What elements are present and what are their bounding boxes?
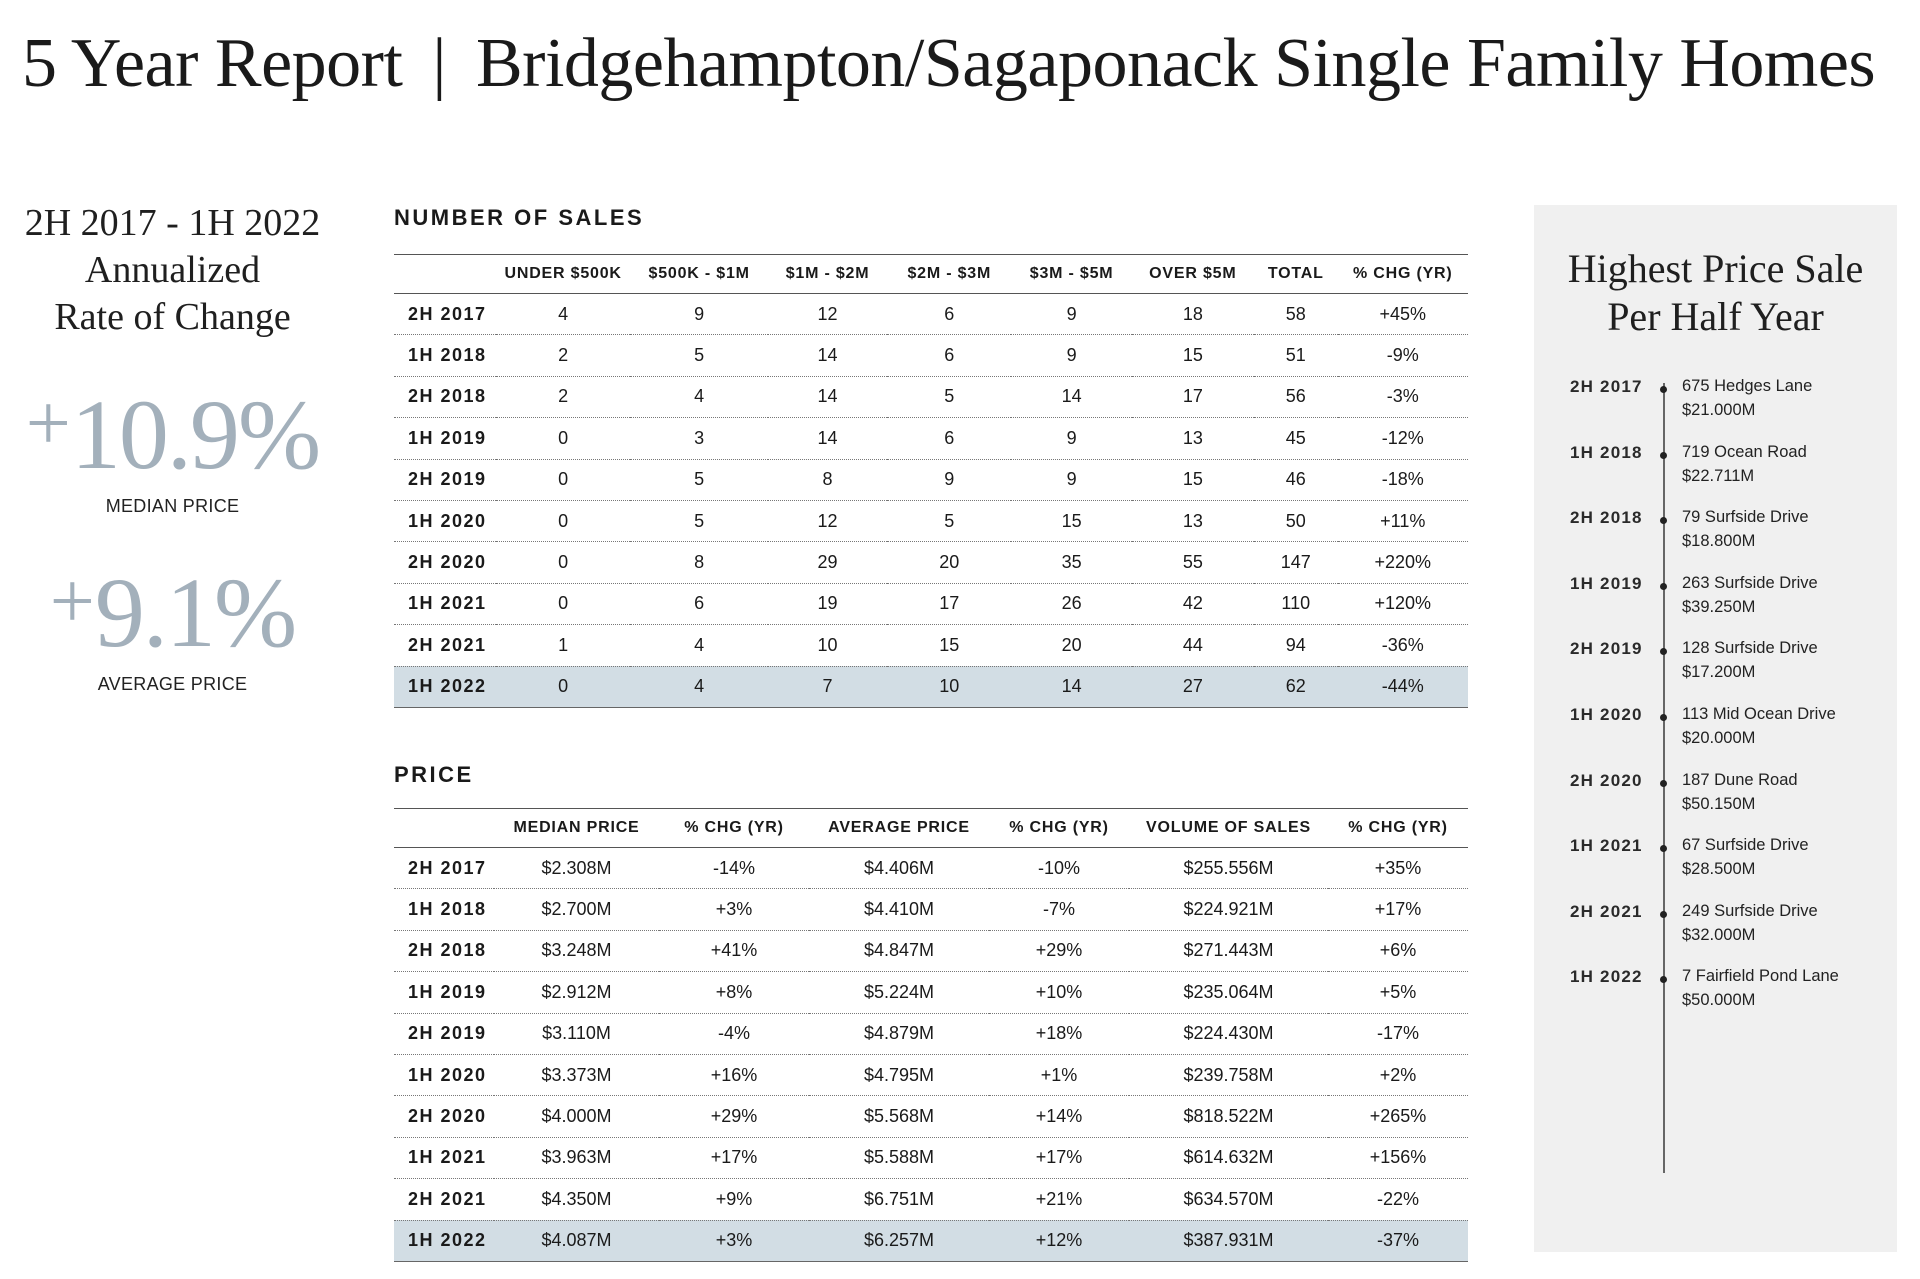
table-cell: 0 xyxy=(496,666,631,707)
rate-of-change-title xyxy=(0,200,345,341)
table-cell: $5.568M xyxy=(809,1096,989,1137)
sales-col-header: TOTAL xyxy=(1254,255,1338,294)
sales-table-row xyxy=(394,376,1468,417)
sales-col-header xyxy=(394,255,496,294)
table-cell: +220% xyxy=(1338,542,1468,583)
table-cell: 29 xyxy=(768,542,887,583)
timeline-period: 1H 2019 xyxy=(1570,573,1643,593)
table-cell: 6 xyxy=(887,335,1011,376)
row-period-label: 1H 2018 xyxy=(394,335,496,376)
table-cell: $4.350M xyxy=(494,1179,659,1220)
table-cell: 15 xyxy=(1132,459,1254,500)
table-cell: $2.308M xyxy=(494,848,659,889)
average-value: 9.1% xyxy=(94,557,296,668)
timeline-item xyxy=(1534,836,1897,886)
price-table-row xyxy=(394,1013,1468,1054)
sales-col-header: $500K - $1M xyxy=(630,255,768,294)
row-period-label: 2H 2019 xyxy=(394,1013,494,1054)
timeline-item xyxy=(1534,771,1897,821)
table-cell: 45 xyxy=(1254,418,1338,459)
row-period-label: 1H 2019 xyxy=(394,418,496,459)
table-cell: 62 xyxy=(1254,666,1338,707)
table-cell: -44% xyxy=(1338,666,1468,707)
sales-table-row xyxy=(394,459,1468,500)
timeline-period: 2H 2018 xyxy=(1570,508,1643,528)
timeline-item xyxy=(1534,508,1897,558)
price-col-header: AVERAGE PRICE xyxy=(809,809,989,848)
table-cell: +5% xyxy=(1328,972,1468,1013)
price-table-row xyxy=(394,889,1468,930)
timeline-price: $28.500M xyxy=(1682,860,1756,879)
row-period-label: 1H 2020 xyxy=(394,500,496,541)
timeline-dot xyxy=(1660,517,1667,524)
table-cell: +2% xyxy=(1328,1054,1468,1095)
table-cell: 9 xyxy=(1011,418,1131,459)
timeline-address: 719 Ocean Road xyxy=(1682,442,1807,461)
sales-col-header: OVER $5M xyxy=(1132,255,1254,294)
table-cell: -4% xyxy=(659,1013,809,1054)
timeline-dot xyxy=(1660,648,1667,655)
table-cell: 147 xyxy=(1254,542,1338,583)
table-cell: $239.758M xyxy=(1129,1054,1328,1095)
table-cell: $2.700M xyxy=(494,889,659,930)
table-cell: 9 xyxy=(887,459,1011,500)
table-cell: +14% xyxy=(989,1096,1129,1137)
table-cell: -17% xyxy=(1328,1013,1468,1054)
highest-sale-title-line: Highest Price Sale xyxy=(1567,246,1864,291)
table-cell: $255.556M xyxy=(1129,848,1328,889)
table-cell: $3.110M xyxy=(494,1013,659,1054)
table-cell: +12% xyxy=(989,1220,1129,1261)
table-cell: 19 xyxy=(768,583,887,624)
table-cell: $3.373M xyxy=(494,1054,659,1095)
price-col-header: VOLUME OF SALES xyxy=(1129,809,1328,848)
table-cell: +156% xyxy=(1328,1137,1468,1178)
timeline-address: 67 Surfside Drive xyxy=(1682,836,1809,855)
table-cell: 9 xyxy=(1011,294,1131,335)
table-cell: $224.430M xyxy=(1129,1013,1328,1054)
row-period-label: 2H 2020 xyxy=(394,1096,494,1137)
report-title-left: 5 Year Report xyxy=(22,25,403,102)
sales-table-row xyxy=(394,500,1468,541)
timeline-address: 79 Surfside Drive xyxy=(1682,508,1809,527)
sales-table-row xyxy=(394,666,1468,707)
row-period-label: 1H 2022 xyxy=(394,666,496,707)
price-table xyxy=(394,808,1468,1262)
timeline-address: 128 Surfside Drive xyxy=(1682,639,1818,658)
table-cell: 13 xyxy=(1132,500,1254,541)
table-cell: +10% xyxy=(989,972,1129,1013)
timeline-price: $50.150M xyxy=(1682,794,1756,813)
timeline-dot xyxy=(1660,976,1667,983)
table-cell: 9 xyxy=(1011,459,1131,500)
table-cell: 4 xyxy=(496,294,631,335)
row-period-label: 2H 2020 xyxy=(394,542,496,583)
table-cell: +6% xyxy=(1328,930,1468,971)
table-cell: 46 xyxy=(1254,459,1338,500)
table-cell: 13 xyxy=(1132,418,1254,459)
table-cell: 0 xyxy=(496,500,631,541)
table-cell: +120% xyxy=(1338,583,1468,624)
timeline-dot xyxy=(1660,714,1667,721)
table-cell: 58 xyxy=(1254,294,1338,335)
table-cell: +45% xyxy=(1338,294,1468,335)
table-cell: +29% xyxy=(659,1096,809,1137)
timeline-period: 1H 2020 xyxy=(1570,705,1643,724)
table-cell: 44 xyxy=(1132,625,1254,666)
table-cell: 14 xyxy=(768,376,887,417)
table-cell: 42 xyxy=(1132,583,1254,624)
timeline-price: $32.000M xyxy=(1682,925,1756,944)
table-cell: $4.795M xyxy=(809,1054,989,1095)
table-cell: 5 xyxy=(887,500,1011,541)
sales-header-row xyxy=(394,255,1468,294)
timeline-dot xyxy=(1660,845,1667,852)
table-cell: -36% xyxy=(1338,625,1468,666)
timeline-item xyxy=(1534,902,1897,952)
timeline-period: 2H 2020 xyxy=(1570,770,1643,790)
table-cell: $634.570M xyxy=(1129,1179,1328,1220)
table-cell: 14 xyxy=(768,418,887,459)
timeline-price: $18.800M xyxy=(1682,532,1756,551)
table-cell: 4 xyxy=(630,625,768,666)
average-price-change xyxy=(0,547,345,668)
row-period-label: 1H 2019 xyxy=(394,972,494,1013)
median-price-label: MEDIAN PRICE xyxy=(105,496,240,516)
timeline-price: $21.000M xyxy=(1682,401,1756,419)
timeline-item xyxy=(1534,705,1897,755)
median-price-change xyxy=(0,369,345,490)
row-period-label: 2H 2021 xyxy=(394,1179,494,1220)
table-cell: 4 xyxy=(630,376,768,417)
price-col-header: MEDIAN PRICE xyxy=(494,809,659,848)
sales-section-title: NUMBER OF SALES xyxy=(394,205,645,230)
price-table-row xyxy=(394,972,1468,1013)
price-section-title: PRICE xyxy=(394,762,474,787)
table-cell: 26 xyxy=(1011,583,1131,624)
table-cell: 55 xyxy=(1132,542,1254,583)
table-cell: -10% xyxy=(989,848,1129,889)
table-cell: 1 xyxy=(496,625,631,666)
timeline-item xyxy=(1534,639,1897,689)
table-cell: +29% xyxy=(989,930,1129,971)
average-sign: + xyxy=(49,558,93,646)
table-cell: 56 xyxy=(1254,376,1338,417)
rate-of-change-panel xyxy=(0,200,345,695)
timeline-item xyxy=(1534,377,1897,427)
table-cell: 17 xyxy=(1132,376,1254,417)
timeline-period: 2H 2021 xyxy=(1570,901,1643,921)
sales-table-row xyxy=(394,294,1468,335)
price-col-header: % CHG (YR) xyxy=(659,809,809,848)
table-cell: 20 xyxy=(1011,625,1131,666)
table-cell: 15 xyxy=(1011,500,1131,541)
table-cell: $5.224M xyxy=(809,972,989,1013)
table-cell: $4.410M xyxy=(809,889,989,930)
row-period-label: 2H 2017 xyxy=(394,848,494,889)
price-table-row xyxy=(394,1137,1468,1178)
price-table-body xyxy=(394,848,1468,1262)
price-col-header xyxy=(394,809,494,848)
sales-table-row xyxy=(394,625,1468,666)
table-cell: -18% xyxy=(1338,459,1468,500)
sales-table-body xyxy=(394,294,1468,708)
table-cell: +17% xyxy=(989,1137,1129,1178)
timeline-period: 1H 2022 xyxy=(1570,967,1643,987)
rate-title-line: Rate of Change xyxy=(54,296,291,338)
sales-table-row xyxy=(394,583,1468,624)
table-cell: 15 xyxy=(1132,335,1254,376)
timeline-price: $17.200M xyxy=(1682,663,1756,682)
table-cell: 15 xyxy=(887,625,1011,666)
table-cell: 18 xyxy=(1132,294,1254,335)
table-cell: 27 xyxy=(1132,666,1254,707)
table-cell: 2 xyxy=(496,335,631,376)
report-title-right: Bridgehampton/Sagaponack Single Family Homes xyxy=(475,25,1876,102)
highest-sale-panel xyxy=(1534,205,1897,1252)
timeline-period: 2H 2019 xyxy=(1570,639,1643,659)
timeline-period: 2H 2017 xyxy=(1570,377,1643,396)
row-period-label: 2H 2018 xyxy=(394,930,494,971)
table-cell: -37% xyxy=(1328,1220,1468,1261)
timeline-address: 187 Dune Road xyxy=(1682,770,1798,789)
table-cell: 20 xyxy=(887,542,1011,583)
table-cell: 0 xyxy=(496,459,631,500)
table-cell: $2.912M xyxy=(494,972,659,1013)
timeline-dot xyxy=(1660,583,1667,590)
price-col-header: % CHG (YR) xyxy=(989,809,1129,848)
table-cell: $4.879M xyxy=(809,1013,989,1054)
table-cell: $818.522M xyxy=(1129,1096,1328,1137)
table-cell: 5 xyxy=(887,376,1011,417)
timeline-address: 675 Hedges Lane xyxy=(1682,377,1813,395)
table-cell: 12 xyxy=(768,294,887,335)
price-table-row xyxy=(394,848,1468,889)
row-period-label: 2H 2019 xyxy=(394,459,496,500)
table-cell: $387.931M xyxy=(1129,1220,1328,1261)
timeline-period: 1H 2018 xyxy=(1570,442,1643,462)
timeline-address: 249 Surfside Drive xyxy=(1682,901,1818,920)
report-title xyxy=(22,14,1875,114)
price-table-row xyxy=(394,930,1468,971)
timeline-address: 113 Mid Ocean Drive xyxy=(1682,705,1836,723)
table-cell: 8 xyxy=(768,459,887,500)
timeline-price: $39.250M xyxy=(1682,597,1756,616)
table-cell: $6.751M xyxy=(809,1179,989,1220)
table-cell: +17% xyxy=(659,1137,809,1178)
table-cell: $4.000M xyxy=(494,1096,659,1137)
highest-sale-timeline xyxy=(1534,377,1897,1177)
table-cell: 110 xyxy=(1254,583,1338,624)
table-cell: 0 xyxy=(496,418,631,459)
table-cell: 10 xyxy=(768,625,887,666)
table-cell: 94 xyxy=(1254,625,1338,666)
row-period-label: 2H 2018 xyxy=(394,376,496,417)
table-cell: 6 xyxy=(887,294,1011,335)
table-cell: +8% xyxy=(659,972,809,1013)
table-cell: 51 xyxy=(1254,335,1338,376)
table-cell: 10 xyxy=(887,666,1011,707)
table-cell: $3.963M xyxy=(494,1137,659,1178)
timeline-dot xyxy=(1660,386,1667,393)
table-cell: 14 xyxy=(1011,666,1131,707)
table-cell: +1% xyxy=(989,1054,1129,1095)
table-cell: +18% xyxy=(989,1013,1129,1054)
average-price-label: AVERAGE PRICE xyxy=(97,674,248,694)
table-cell: $3.248M xyxy=(494,930,659,971)
timeline-item xyxy=(1534,574,1897,624)
table-cell: -9% xyxy=(1338,335,1468,376)
table-cell: 9 xyxy=(1011,335,1131,376)
sales-table-row xyxy=(394,335,1468,376)
price-col-header: % CHG (YR) xyxy=(1328,809,1468,848)
sales-col-header: $1M - $2M xyxy=(768,255,887,294)
sales-table-row xyxy=(394,418,1468,459)
table-cell: 35 xyxy=(1011,542,1131,583)
title-separator: | xyxy=(432,25,446,102)
table-cell: +3% xyxy=(659,1220,809,1261)
table-cell: +9% xyxy=(659,1179,809,1220)
price-table-row xyxy=(394,1179,1468,1220)
highest-sale-title-line: Per Half Year xyxy=(1607,294,1824,339)
table-cell: -12% xyxy=(1338,418,1468,459)
median-sign: + xyxy=(25,380,69,468)
table-cell: 8 xyxy=(630,542,768,583)
table-cell: $235.064M xyxy=(1129,972,1328,1013)
sales-table-row xyxy=(394,542,1468,583)
table-cell: +35% xyxy=(1328,848,1468,889)
table-cell: $4.847M xyxy=(809,930,989,971)
table-cell: 2 xyxy=(496,376,631,417)
table-cell: $271.443M xyxy=(1129,930,1328,971)
timeline-period: 1H 2021 xyxy=(1570,836,1643,856)
table-cell: $6.257M xyxy=(809,1220,989,1261)
timeline-price: $50.000M xyxy=(1682,991,1756,1010)
table-cell: $614.632M xyxy=(1129,1137,1328,1178)
rate-title-line: 2H 2017 - 1H 2022 xyxy=(24,202,321,244)
timeline-price: $20.000M xyxy=(1682,729,1756,747)
timeline-dot xyxy=(1660,780,1667,787)
table-cell: $4.087M xyxy=(494,1220,659,1261)
timeline-price: $22.711M xyxy=(1682,466,1755,485)
table-cell: 50 xyxy=(1254,500,1338,541)
row-period-label: 1H 2020 xyxy=(394,1054,494,1095)
sales-table xyxy=(394,254,1468,708)
table-cell: 7 xyxy=(768,666,887,707)
row-period-label: 2H 2017 xyxy=(394,294,496,335)
sales-col-header: % CHG (YR) xyxy=(1338,255,1468,294)
table-cell: 14 xyxy=(768,335,887,376)
table-cell: 4 xyxy=(630,666,768,707)
highest-sale-title xyxy=(1534,245,1897,341)
table-cell: -3% xyxy=(1338,376,1468,417)
sales-col-header: $2M - $3M xyxy=(887,255,1011,294)
timeline-dot xyxy=(1660,452,1667,459)
table-cell: 3 xyxy=(630,418,768,459)
row-period-label: 1H 2018 xyxy=(394,889,494,930)
table-cell: +16% xyxy=(659,1054,809,1095)
table-cell: 5 xyxy=(630,335,768,376)
timeline-item xyxy=(1534,967,1897,1017)
table-cell: $5.588M xyxy=(809,1137,989,1178)
table-cell: 5 xyxy=(630,500,768,541)
row-period-label: 2H 2021 xyxy=(394,625,496,666)
row-period-label: 1H 2021 xyxy=(394,583,496,624)
rate-title-line: Annualized xyxy=(84,249,261,291)
median-value: 10.9% xyxy=(70,379,320,490)
table-cell: +17% xyxy=(1328,889,1468,930)
table-cell: 14 xyxy=(1011,376,1131,417)
table-cell: +3% xyxy=(659,889,809,930)
price-table-row xyxy=(394,1054,1468,1095)
table-cell: +265% xyxy=(1328,1096,1468,1137)
table-cell: 5 xyxy=(630,459,768,500)
table-cell: -7% xyxy=(989,889,1129,930)
table-cell: 9 xyxy=(630,294,768,335)
table-cell: 6 xyxy=(630,583,768,624)
timeline-dot xyxy=(1660,911,1667,918)
timeline-item xyxy=(1534,443,1897,493)
price-header-row xyxy=(394,809,1468,848)
price-table-row xyxy=(394,1096,1468,1137)
table-cell: +11% xyxy=(1338,500,1468,541)
table-cell: 17 xyxy=(887,583,1011,624)
timeline-address: 263 Surfside Drive xyxy=(1682,573,1818,592)
sales-col-header: $3M - $5M xyxy=(1011,255,1131,294)
sales-col-header: UNDER $500K xyxy=(496,255,631,294)
price-table-row xyxy=(394,1220,1468,1261)
table-cell: +21% xyxy=(989,1179,1129,1220)
table-cell: 6 xyxy=(887,418,1011,459)
table-cell: -14% xyxy=(659,848,809,889)
table-cell: 0 xyxy=(496,583,631,624)
table-cell: 12 xyxy=(768,500,887,541)
table-cell: $224.921M xyxy=(1129,889,1328,930)
table-cell: 0 xyxy=(496,542,631,583)
row-period-label: 1H 2022 xyxy=(394,1220,494,1261)
table-cell: +41% xyxy=(659,930,809,971)
table-cell: $4.406M xyxy=(809,848,989,889)
table-cell: -22% xyxy=(1328,1179,1468,1220)
row-period-label: 1H 2021 xyxy=(394,1137,494,1178)
timeline-address: 7 Fairfield Pond Lane xyxy=(1682,967,1839,986)
